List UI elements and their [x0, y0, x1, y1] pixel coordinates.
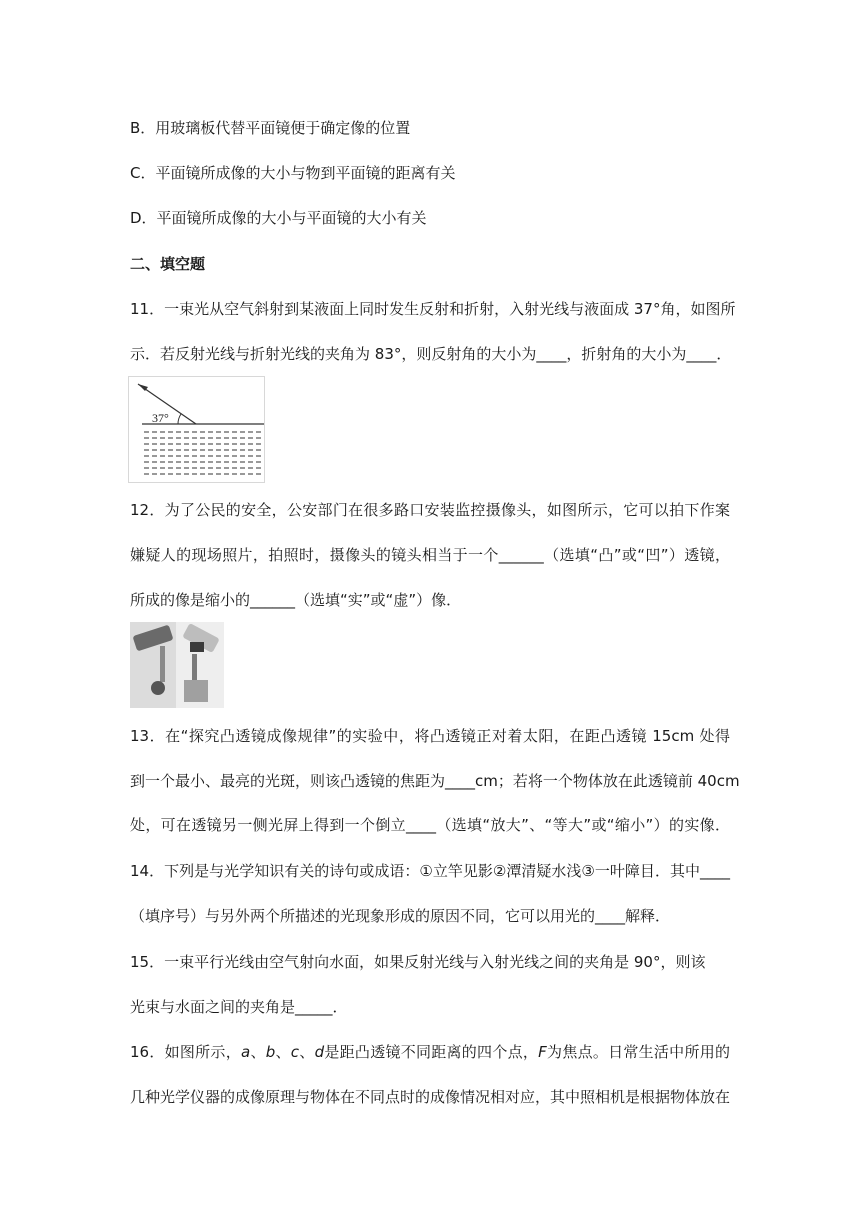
option-c: C．平面镜所成像的大小与物到平面镜的距离有关 [130, 164, 456, 182]
q16-line1-post: 为焦点。日常生活中所用的 [546, 1043, 730, 1061]
q16-line1-mid: 是距凸透镜不同距离的四个点， [324, 1043, 539, 1061]
q13-line2: 到一个最小、最亮的光斑，则该凸透镜的焦距为____cm；若将一个物体放在此透镜前 40cm [130, 772, 740, 790]
q12-camera-photo [130, 622, 224, 708]
var-d: d [314, 1043, 325, 1061]
q13-line3: 处，可在透镜另一侧光屏上得到一个倒立____（选填“放大”、“等大”或“缩小”）的实像． [130, 816, 730, 834]
option-b: B．用玻璃板代替平面镜便于确定像的位置 [130, 119, 411, 137]
option-d: D．平面镜所成像的大小与平面镜的大小有关 [130, 209, 427, 227]
separator: 、 [250, 1043, 266, 1061]
section-title: 二、填空题 [130, 255, 206, 273]
q14-line1: 14．下列是与光学知识有关的诗句或成语：①立竿见影②潭清疑水浅③一叶障目．其中____ [130, 862, 730, 880]
q11-line2: 示．若反射光线与折射光线的夹角为 83°，则反射角的大小为____，折射角的大小为____． [130, 345, 732, 363]
var-b: b [265, 1043, 276, 1061]
q16-line2: 几种光学仪器的成像原理与物体在不同点时的成像情况相对应，其中照相机是根据物体放在 [130, 1088, 731, 1106]
var-f: F [538, 1043, 547, 1061]
q15-line1: 15．一束平行光线由空气射向水面，如果反射光线与入射光线之间的夹角是 90°，则该 [130, 953, 706, 971]
separator: 、 [299, 1043, 315, 1061]
q16-line1-pre: 16．如图所示， [130, 1043, 241, 1061]
var-a: a [240, 1043, 251, 1061]
q12-line3: 所成的像是缩小的______（选填“实”或“虚”）像． [130, 591, 462, 609]
q11-liquid-surface-figure [128, 376, 268, 484]
q12-line2: 嫌疑人的现场照片，拍照时，摄像头的镜头相当于一个______（选填“凸”或“凹”）透镜， [130, 546, 730, 564]
q12-line1: 12．为了公民的安全，公安部门在很多路口安装监控摄像头，如图所示，它可以拍下作案 [130, 501, 730, 519]
q14-line2: （填序号）与另外两个所描述的光现象形成的原因不同，它可以用光的____解释． [130, 907, 671, 925]
q11-line1: 11．一束光从空气斜射到某液面上同时发生反射和折射，入射光线与液面成 37°角，如图所 [130, 300, 736, 318]
var-c: c [290, 1043, 300, 1061]
q15-line2: 光束与水面之间的夹角是_____． [130, 998, 348, 1016]
q16-line1 [130, 1042, 730, 1062]
angle-label: 37° [152, 411, 169, 425]
separator: 、 [275, 1043, 291, 1061]
q13-line1: 13．在“探究凸透镜成像规律”的实验中，将凸透镜正对着太阳，在距凸透镜 15cm 处得 [130, 727, 730, 745]
